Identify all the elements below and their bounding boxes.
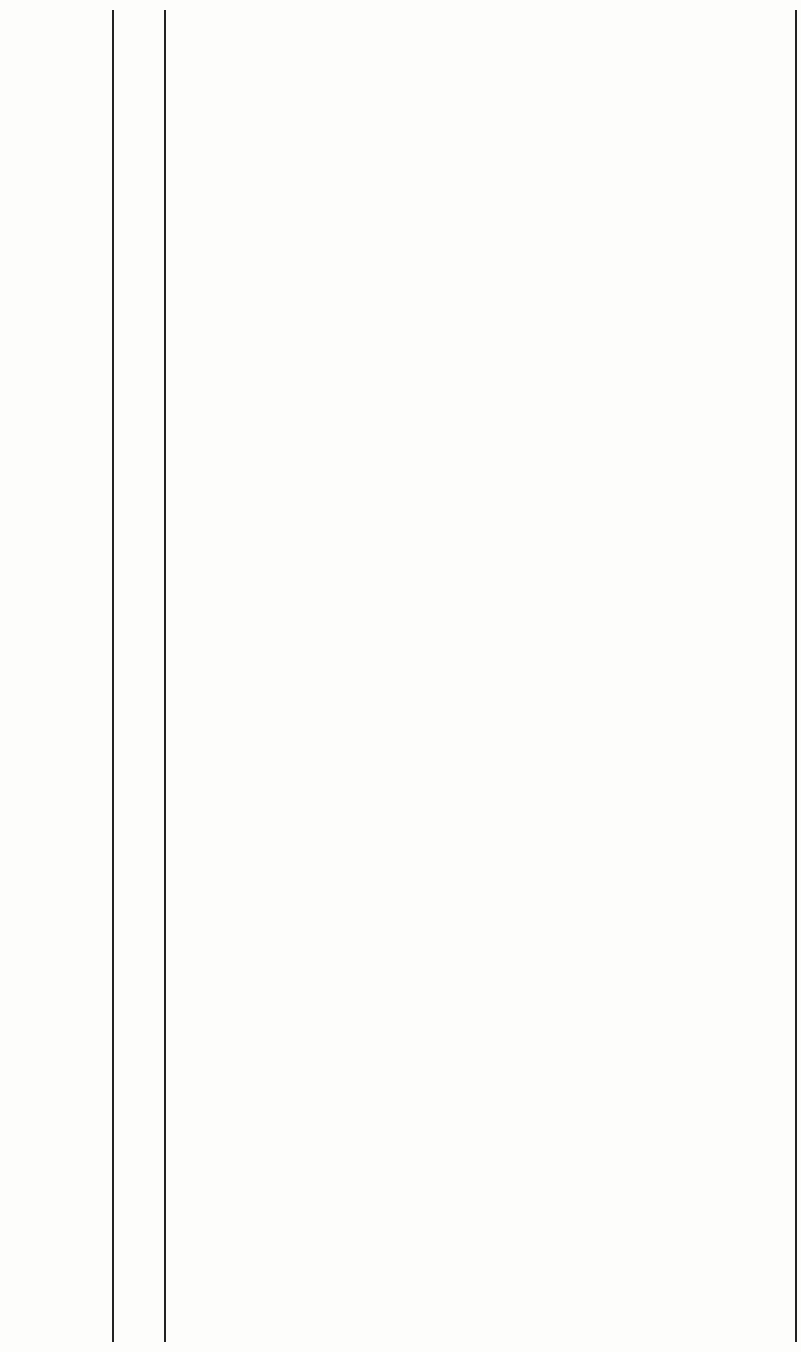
table-bottom-rule xyxy=(795,10,797,1342)
header-top-rule xyxy=(112,10,114,1342)
header-bottom-rule xyxy=(164,10,166,1342)
